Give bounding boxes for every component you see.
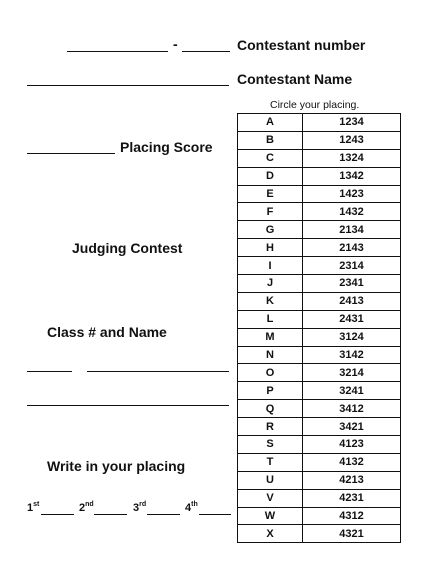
placing-code[interactable]: 2431 (303, 310, 401, 328)
placing-score-label: Placing Score (120, 139, 213, 155)
placing-row-h[interactable] (238, 239, 401, 257)
placing-row-r[interactable] (238, 418, 401, 436)
placing-row-a[interactable] (238, 114, 401, 132)
placing-letter[interactable]: X (238, 525, 303, 543)
placing-letter[interactable]: C (238, 149, 303, 167)
placing-code[interactable]: 3241 (303, 382, 401, 400)
placing-letter[interactable]: K (238, 292, 303, 310)
placing-letter[interactable]: H (238, 239, 303, 257)
placing-row-o[interactable] (238, 364, 401, 382)
placing-letter[interactable]: D (238, 167, 303, 185)
placing-code[interactable]: 4123 (303, 436, 401, 454)
place-1-label: 1st (27, 501, 40, 514)
class-name-blank-2[interactable] (27, 405, 229, 406)
judging-contest-title: Judging Contest (72, 240, 183, 256)
placing-code[interactable]: 4321 (303, 525, 401, 543)
placing-code[interactable]: 1432 (303, 203, 401, 221)
placing-code[interactable]: 3214 (303, 364, 401, 382)
placing-code[interactable]: 2134 (303, 221, 401, 239)
number-separator: - (173, 36, 178, 52)
placing-letter[interactable]: M (238, 328, 303, 346)
placing-code[interactable]: 1324 (303, 149, 401, 167)
placing-row-g[interactable] (238, 221, 401, 239)
contestant-number-blank-1[interactable] (67, 51, 168, 52)
placing-row-d[interactable] (238, 167, 401, 185)
place-3-label: 3rd (133, 501, 147, 514)
placing-code[interactable]: 2413 (303, 292, 401, 310)
placing-letter[interactable]: R (238, 418, 303, 436)
placing-letter[interactable]: T (238, 453, 303, 471)
placing-code[interactable]: 2143 (303, 239, 401, 257)
placing-letter[interactable]: L (238, 310, 303, 328)
placing-letter[interactable]: E (238, 185, 303, 203)
placing-code[interactable]: 4312 (303, 507, 401, 525)
placing-letter[interactable]: P (238, 382, 303, 400)
placing-code[interactable]: 2341 (303, 275, 401, 293)
placing-letter[interactable]: A (238, 114, 303, 132)
placing-letter[interactable]: O (238, 364, 303, 382)
place-4-label: 4th (185, 501, 198, 514)
placing-score-blank[interactable] (27, 153, 115, 154)
placing-row-v[interactable] (238, 489, 401, 507)
placing-row-e[interactable] (238, 185, 401, 203)
placing-code[interactable]: 4132 (303, 453, 401, 471)
class-label: Class # and Name (47, 324, 167, 340)
class-name-blank[interactable] (87, 371, 229, 372)
place-4-blank[interactable] (199, 514, 231, 515)
placing-code[interactable]: 3142 (303, 346, 401, 364)
contestant-name-blank[interactable] (27, 85, 229, 86)
placing-letter[interactable]: F (238, 203, 303, 221)
placing-letter[interactable]: V (238, 489, 303, 507)
placing-letter[interactable]: N (238, 346, 303, 364)
placing-code[interactable]: 3124 (303, 328, 401, 346)
placing-letter[interactable]: J (238, 275, 303, 293)
placing-letter[interactable]: U (238, 471, 303, 489)
place-1-blank[interactable] (41, 514, 74, 515)
placing-row-m[interactable] (238, 328, 401, 346)
placing-table (237, 113, 401, 543)
place-3-blank[interactable] (147, 514, 180, 515)
placing-letter[interactable]: W (238, 507, 303, 525)
placing-row-t[interactable] (238, 453, 401, 471)
placing-row-p[interactable] (238, 382, 401, 400)
place-2-blank[interactable] (94, 514, 127, 515)
write-placing-label: Write in your placing (47, 458, 186, 474)
placing-table-body (238, 114, 401, 543)
class-number-blank[interactable] (27, 371, 72, 372)
placing-letter[interactable]: B (238, 131, 303, 149)
contestant-name-label: Contestant Name (237, 71, 353, 87)
placing-code[interactable]: 3412 (303, 400, 401, 418)
placing-code[interactable]: 1243 (303, 131, 401, 149)
placing-code[interactable]: 4231 (303, 489, 401, 507)
placing-row-u[interactable] (238, 471, 401, 489)
contestant-number-blank-2[interactable] (182, 51, 230, 52)
placing-code[interactable]: 2314 (303, 257, 401, 275)
placing-code[interactable]: 1423 (303, 185, 401, 203)
placing-letter[interactable]: G (238, 221, 303, 239)
placing-row-f[interactable] (238, 203, 401, 221)
placing-code[interactable]: 4213 (303, 471, 401, 489)
placing-letter[interactable]: Q (238, 400, 303, 418)
placing-row-x[interactable] (238, 525, 401, 543)
placing-row-s[interactable] (238, 436, 401, 454)
placing-row-l[interactable] (238, 310, 401, 328)
placing-letter[interactable]: S (238, 436, 303, 454)
placing-row-q[interactable] (238, 400, 401, 418)
placing-row-n[interactable] (238, 346, 401, 364)
placing-row-j[interactable] (238, 275, 401, 293)
table-caption: Circle your placing. (270, 99, 360, 111)
placing-letter[interactable]: I (238, 257, 303, 275)
placing-row-i[interactable] (238, 257, 401, 275)
contestant-number-label: Contestant number (237, 37, 366, 53)
placing-row-b[interactable] (238, 131, 401, 149)
placing-code[interactable]: 1342 (303, 167, 401, 185)
placing-code[interactable]: 3421 (303, 418, 401, 436)
placing-row-w[interactable] (238, 507, 401, 525)
placing-row-k[interactable] (238, 292, 401, 310)
place-2-label: 2nd (79, 501, 94, 514)
placing-code[interactable]: 1234 (303, 114, 401, 132)
placing-row-c[interactable] (238, 149, 401, 167)
